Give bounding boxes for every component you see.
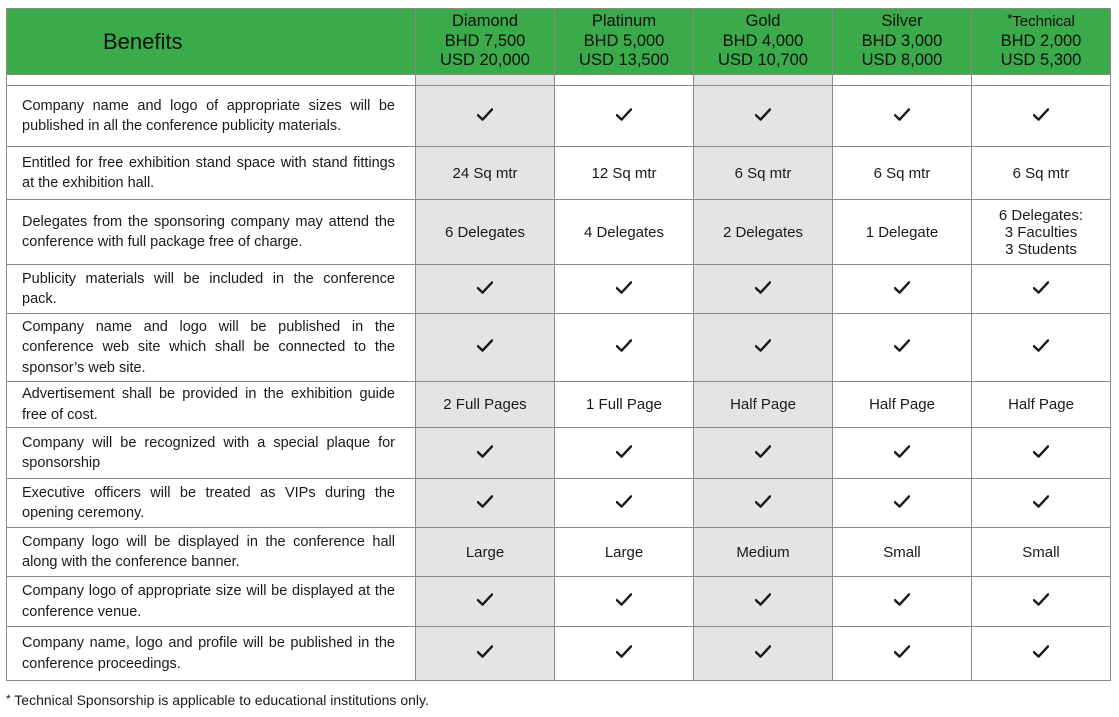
cell-value: 2 Full Pages [443,396,527,413]
tier-price-usd: USD 10,700 [718,51,808,70]
cell-silver [833,86,972,147]
cell-silver [833,382,972,428]
checkmark-icon [1033,281,1049,294]
tier-header-diamond [416,9,555,75]
tier-price-bhd: BHD 5,000 [583,31,665,50]
cell-value: Large [465,543,505,561]
cell-value: Large [604,543,644,561]
cell-gold [694,577,833,627]
table-row [7,147,1111,200]
cell-gold [694,627,833,681]
cell-value-line: 3 Students [1005,240,1077,258]
cell-platinum [555,200,694,265]
checkmark-icon [477,339,493,352]
table-row [7,86,1111,147]
tier-price-bhd: BHD 7,500 [444,31,526,50]
cell-platinum [555,147,694,200]
checkmark-icon [894,645,910,658]
cell-platinum [555,265,694,314]
tier-price-bhd: BHD 3,000 [861,31,943,50]
cell-value: Medium [736,543,790,561]
cell-diamond [416,86,555,147]
checkmark-icon [477,281,493,294]
cell-value: 6 Delegates [444,223,526,241]
cell-technical [972,265,1111,314]
tier-name: Diamond [451,12,519,31]
cell-technical [972,528,1111,577]
benefit-description: Company name and logo will be published in the conference web site which shall be connected to the sponsor’s web site. [7,314,416,382]
checkmark-icon [755,108,771,121]
cell-platinum [555,479,694,528]
tier-name-wrap [972,12,1110,32]
cell-gold [694,528,833,577]
cell-gold [694,265,833,314]
cell-platinum [555,577,694,627]
checkmark-icon [477,593,493,606]
spacer-cell [833,75,972,86]
checkmark-icon [616,645,632,658]
checkmark-icon [616,593,632,606]
checkmark-icon [755,495,771,508]
tier-price-usd: USD 5,300 [1000,51,1082,70]
tier-price-bhd: BHD 4,000 [722,31,804,50]
cell-diamond [416,577,555,627]
benefit-description: Executive officers will be treated as VIPs during the opening ceremony. [7,479,416,528]
cell-platinum [555,428,694,479]
cell-silver [833,528,972,577]
checkmark-icon [616,281,632,294]
table-row [7,200,1111,265]
table-row [7,265,1111,314]
cell-gold [694,479,833,528]
checkmark-icon [616,445,632,458]
header-row [7,9,1111,75]
cell-value: 12 Sq mtr [591,164,657,182]
cell-value: 4 Delegates [583,223,665,241]
benefit-description: Entitled for free exhibition stand space with stand fittings at the exhibition hall. [7,147,416,200]
cell-platinum [555,627,694,681]
cell-value: Small [1022,543,1060,561]
table-row [7,314,1111,382]
cell-value: 1 Delegate [865,223,939,241]
cell-value: 6 Sq mtr [734,164,792,182]
cell-technical [972,577,1111,627]
checkmark-icon [616,495,632,508]
checkmark-icon [1033,108,1049,121]
checkmark-icon [616,108,632,121]
checkmark-icon [755,593,771,606]
checkmark-icon [894,281,910,294]
cell-value-line: 6 Delegates: [998,206,1084,224]
footnote-marker: * [6,692,11,706]
checkmark-icon [616,339,632,352]
cell-value: 6 Sq mtr [873,164,931,182]
cell-value: Half Page [1008,396,1074,413]
checkmark-icon [755,339,771,352]
tier-name: Technical [1012,13,1075,31]
checkmark-icon [1033,593,1049,606]
cell-silver [833,479,972,528]
cell-silver [833,627,972,681]
cell-silver [833,147,972,200]
tier-header-gold [694,9,833,75]
cell-technical [972,382,1111,428]
tier-name: Gold [745,12,781,31]
spacer-cell [555,75,694,86]
cell-technical [972,479,1111,528]
cell-value-line: 3 Faculties [1004,223,1078,241]
tier-header-platinum [555,9,694,75]
tier-price-usd: USD 20,000 [440,51,530,70]
checkmark-icon [477,108,493,121]
table-row [7,528,1111,577]
checkmark-icon [477,495,493,508]
cell-platinum [555,528,694,577]
tier-name: Platinum [591,12,657,31]
cell-silver [833,200,972,265]
cell-value: 2 Delegates [722,223,804,241]
footnote-text: Technical Sponsorship is applicable to educational institutions only. [10,692,429,708]
benefit-description: Company name and logo of appropriate sizes will be published in all the conference publicity materials. [7,86,416,147]
benefit-description: Company name, logo and profile will be published in the conference proceedings. [7,627,416,681]
checkmark-icon [477,645,493,658]
benefit-description: Company will be recognized with a special plaque for sponsorship [7,428,416,479]
table-row [7,577,1111,627]
checkmark-icon [755,281,771,294]
cell-platinum [555,314,694,382]
cell-technical [972,86,1111,147]
cell-gold [694,428,833,479]
checkmark-icon [1033,339,1049,352]
footnote-marker: * [1007,11,1013,27]
checkmark-icon [894,108,910,121]
tier-price-usd: USD 13,500 [579,51,669,70]
checkmark-icon [755,445,771,458]
cell-value: Half Page [869,396,935,413]
cell-value: 24 Sq mtr [452,164,518,182]
tier-name: Silver [881,12,923,31]
sponsorship-benefits-table [6,8,1111,681]
cell-technical [972,428,1111,479]
tier-header-silver [833,9,972,75]
cell-diamond [416,147,555,200]
checkmark-icon [894,445,910,458]
cell-gold [694,147,833,200]
footnote [6,692,429,708]
tier-header-technical [972,9,1111,75]
cell-gold [694,382,833,428]
checkmark-icon [894,495,910,508]
cell-value: 6 Sq mtr [1012,164,1070,182]
checkmark-icon [1033,495,1049,508]
spacer-cell [416,75,555,86]
checkmark-icon [477,445,493,458]
cell-silver [833,428,972,479]
cell-value: Half Page [730,396,796,413]
cell-diamond [416,314,555,382]
checkmark-icon [894,593,910,606]
checkmark-icon [1033,445,1049,458]
cell-platinum [555,86,694,147]
cell-value: Small [883,543,921,561]
cell-gold [694,86,833,147]
cell-diamond [416,627,555,681]
benefit-description: Advertisement shall be provided in the exhibition guide free of cost. [7,382,416,428]
benefit-description: Company logo will be displayed in the conference hall along with the conference banner. [7,528,416,577]
cell-gold [694,200,833,265]
spacer-row [7,75,1111,86]
table-body [7,75,1111,681]
cell-silver [833,314,972,382]
cell-technical [972,147,1111,200]
benefit-description: Company logo of appropriate size will be displayed at the conference venue. [7,577,416,627]
checkmark-icon [894,339,910,352]
benefit-description: Delegates from the sponsoring company may attend the conference with full package free of charge. [7,200,416,265]
cell-silver [833,577,972,627]
benefits-column-header: Benefits [7,9,416,75]
spacer-cell [7,75,416,86]
table-row [7,627,1111,681]
cell-silver [833,265,972,314]
tier-price-usd: USD 8,000 [861,51,943,70]
cell-technical [972,627,1111,681]
table-row [7,382,1111,428]
table-row [7,428,1111,479]
sponsorship-table-wrap [6,8,1111,681]
cell-platinum [555,382,694,428]
spacer-cell [972,75,1111,86]
cell-value: 1 Full Page [586,396,662,413]
cell-gold [694,314,833,382]
table-row [7,479,1111,528]
spacer-cell [694,75,833,86]
benefit-description: Publicity materials will be included in the conference pack. [7,265,416,314]
cell-diamond [416,479,555,528]
tier-price-bhd: BHD 2,000 [1000,31,1082,50]
cell-diamond [416,265,555,314]
checkmark-icon [755,645,771,658]
cell-diamond [416,200,555,265]
cell-diamond [416,382,555,428]
cell-technical [972,314,1111,382]
checkmark-icon [1033,645,1049,658]
cell-technical [972,200,1111,265]
cell-diamond [416,428,555,479]
cell-diamond [416,528,555,577]
